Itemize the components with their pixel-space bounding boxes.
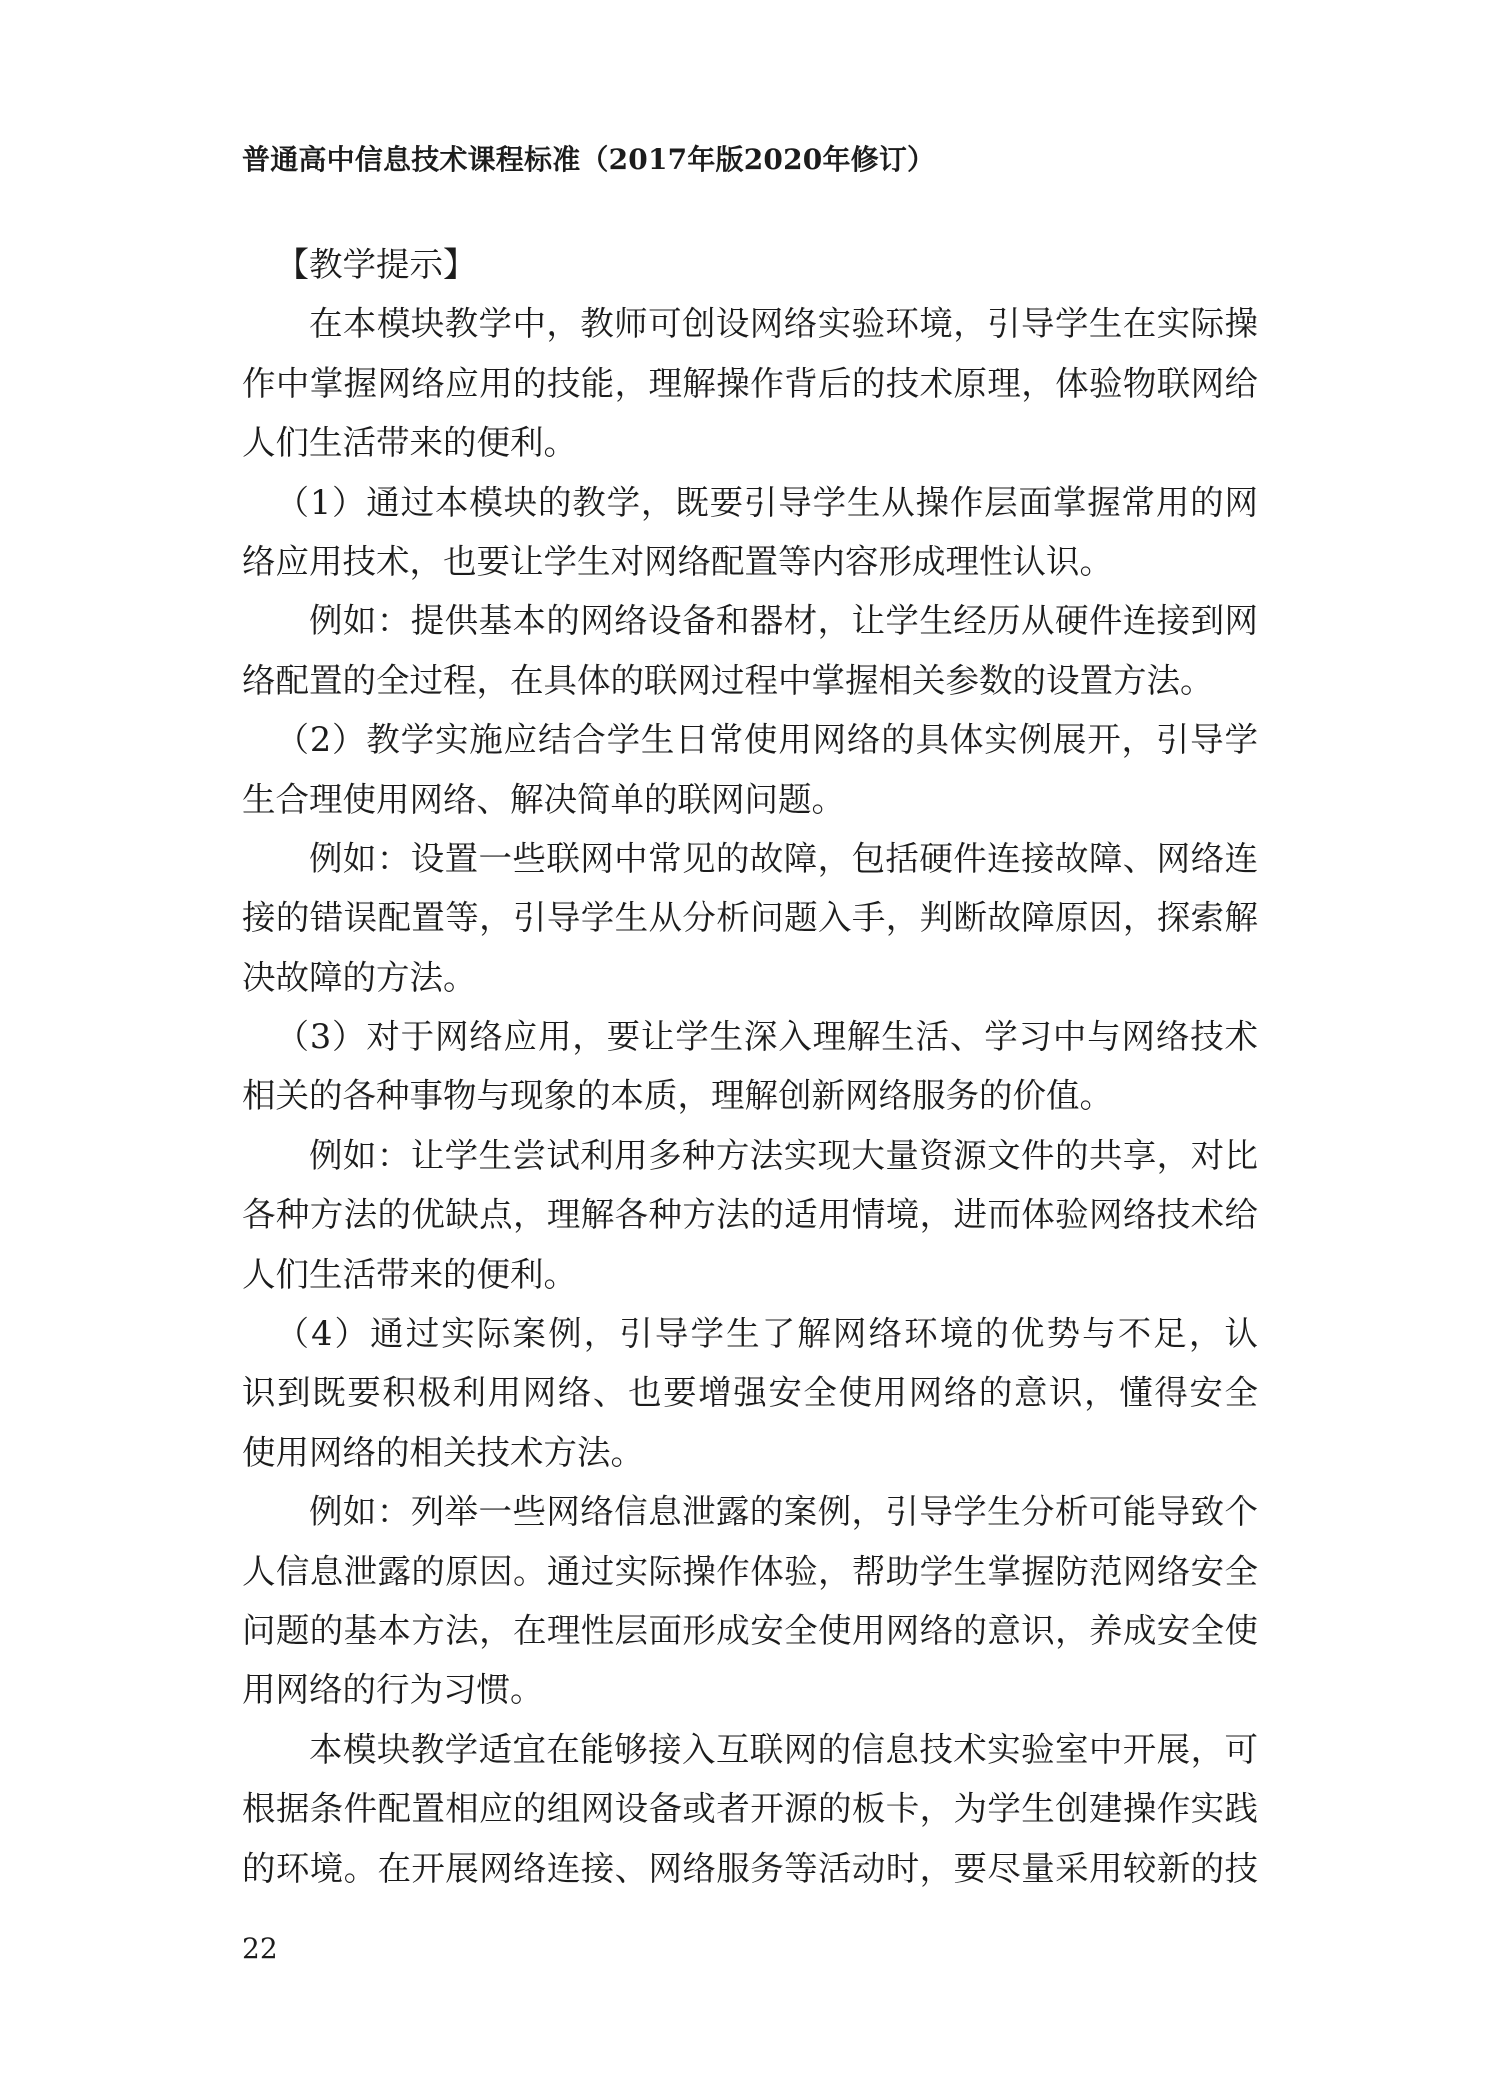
text-line: 例如：让学生尝试利用多种方法实现大量资源文件的共享，对比 <box>309 1135 1258 1175</box>
page-number: 22 <box>242 1932 278 1965</box>
paragraph-point-1 <box>242 473 1258 592</box>
running-title: 普通高中信息技术课程标准（2017年版2020年修订） <box>242 143 936 176</box>
text-line: （2）教学实施应结合学生日常使用网络的具体实例展开，引导学 <box>275 720 1258 760</box>
text-line: 在本模块教学中，教师可创设网络实验环境，引导学生在实际操 <box>309 304 1258 344</box>
text-line: 例如：列举一些网络信息泄露的案例，引导学生分析可能导致个 <box>309 1492 1258 1532</box>
paragraph-example-1 <box>242 591 1258 710</box>
paragraph-point-4 <box>242 1304 1258 1482</box>
text-line: 的环境。在开展网络连接、网络服务等活动时，要尽量采用较新的技 <box>242 1848 1258 1888</box>
text-line: 使用网络的相关技术方法。 <box>242 1432 644 1472</box>
text-line: 用网络的行为习惯。 <box>242 1670 544 1710</box>
text-line: 生合理使用网络、解决简单的联网问题。 <box>242 779 845 819</box>
text-line: （3）对于网络应用，要让学生深入理解生活、学习中与网络技术 <box>275 1017 1258 1057</box>
text-line: 人们生活带来的便利。 <box>242 423 577 463</box>
text-line: 决故障的方法。 <box>242 957 477 997</box>
text-line: 作中掌握网络应用的技能，理解操作背后的技术原理，体验物联网给 <box>242 363 1258 403</box>
text-line: 人们生活带来的便利。 <box>242 1254 577 1294</box>
text-line: 各种方法的优缺点，理解各种方法的适用情境，进而体验网络技术给 <box>242 1195 1258 1235</box>
text-line: （4）通过实际案例，引导学生了解网络环境的优势与不足，认 <box>275 1314 1258 1354</box>
text-line: 接的错误配置等，引导学生从分析问题入手，判断故障原因，探索解 <box>242 898 1258 938</box>
text-line: 络应用技术，也要让学生对网络配置等内容形成理性认识。 <box>242 541 1113 581</box>
paragraph-example-3 <box>242 1126 1258 1304</box>
text-line: （1）通过本模块的教学，既要引导学生从操作层面掌握常用的网 <box>275 482 1258 522</box>
paragraph-point-2 <box>242 710 1258 829</box>
paragraph-environment <box>242 1720 1258 1898</box>
paragraph-example-4 <box>242 1482 1258 1720</box>
text-line: 问题的基本方法，在理性层面形成安全使用网络的意识，养成安全使 <box>242 1610 1258 1650</box>
text-line: 人信息泄露的原因。通过实际操作体验，帮助学生掌握防范网络安全 <box>242 1551 1258 1591</box>
text-line: 例如：设置一些联网中常见的故障，包括硬件连接故障、网络连 <box>309 838 1258 878</box>
text-line: 络配置的全过程，在具体的联网过程中掌握相关参数的设置方法。 <box>242 660 1214 700</box>
text-line: 识到既要积极利用网络、也要增强安全使用网络的意识，懂得安全 <box>242 1373 1258 1413</box>
page-body <box>242 235 1258 1898</box>
text-line: 本模块教学适宜在能够接入互联网的信息技术实验室中开展，可 <box>309 1729 1258 1769</box>
text-line: 例如：提供基本的网络设备和器材，让学生经历从硬件连接到网 <box>309 601 1258 641</box>
paragraph-point-3 <box>242 1007 1258 1126</box>
text-line: 根据条件配置相应的组网设备或者开源的板卡，为学生创建操作实践 <box>242 1789 1258 1829</box>
section-heading: 【教学提示】 <box>275 245 477 284</box>
paragraph-example-2 <box>242 829 1258 1007</box>
text-line: 相关的各种事物与现象的本质，理解创新网络服务的价值。 <box>242 1076 1113 1116</box>
paragraph-intro <box>242 294 1258 472</box>
